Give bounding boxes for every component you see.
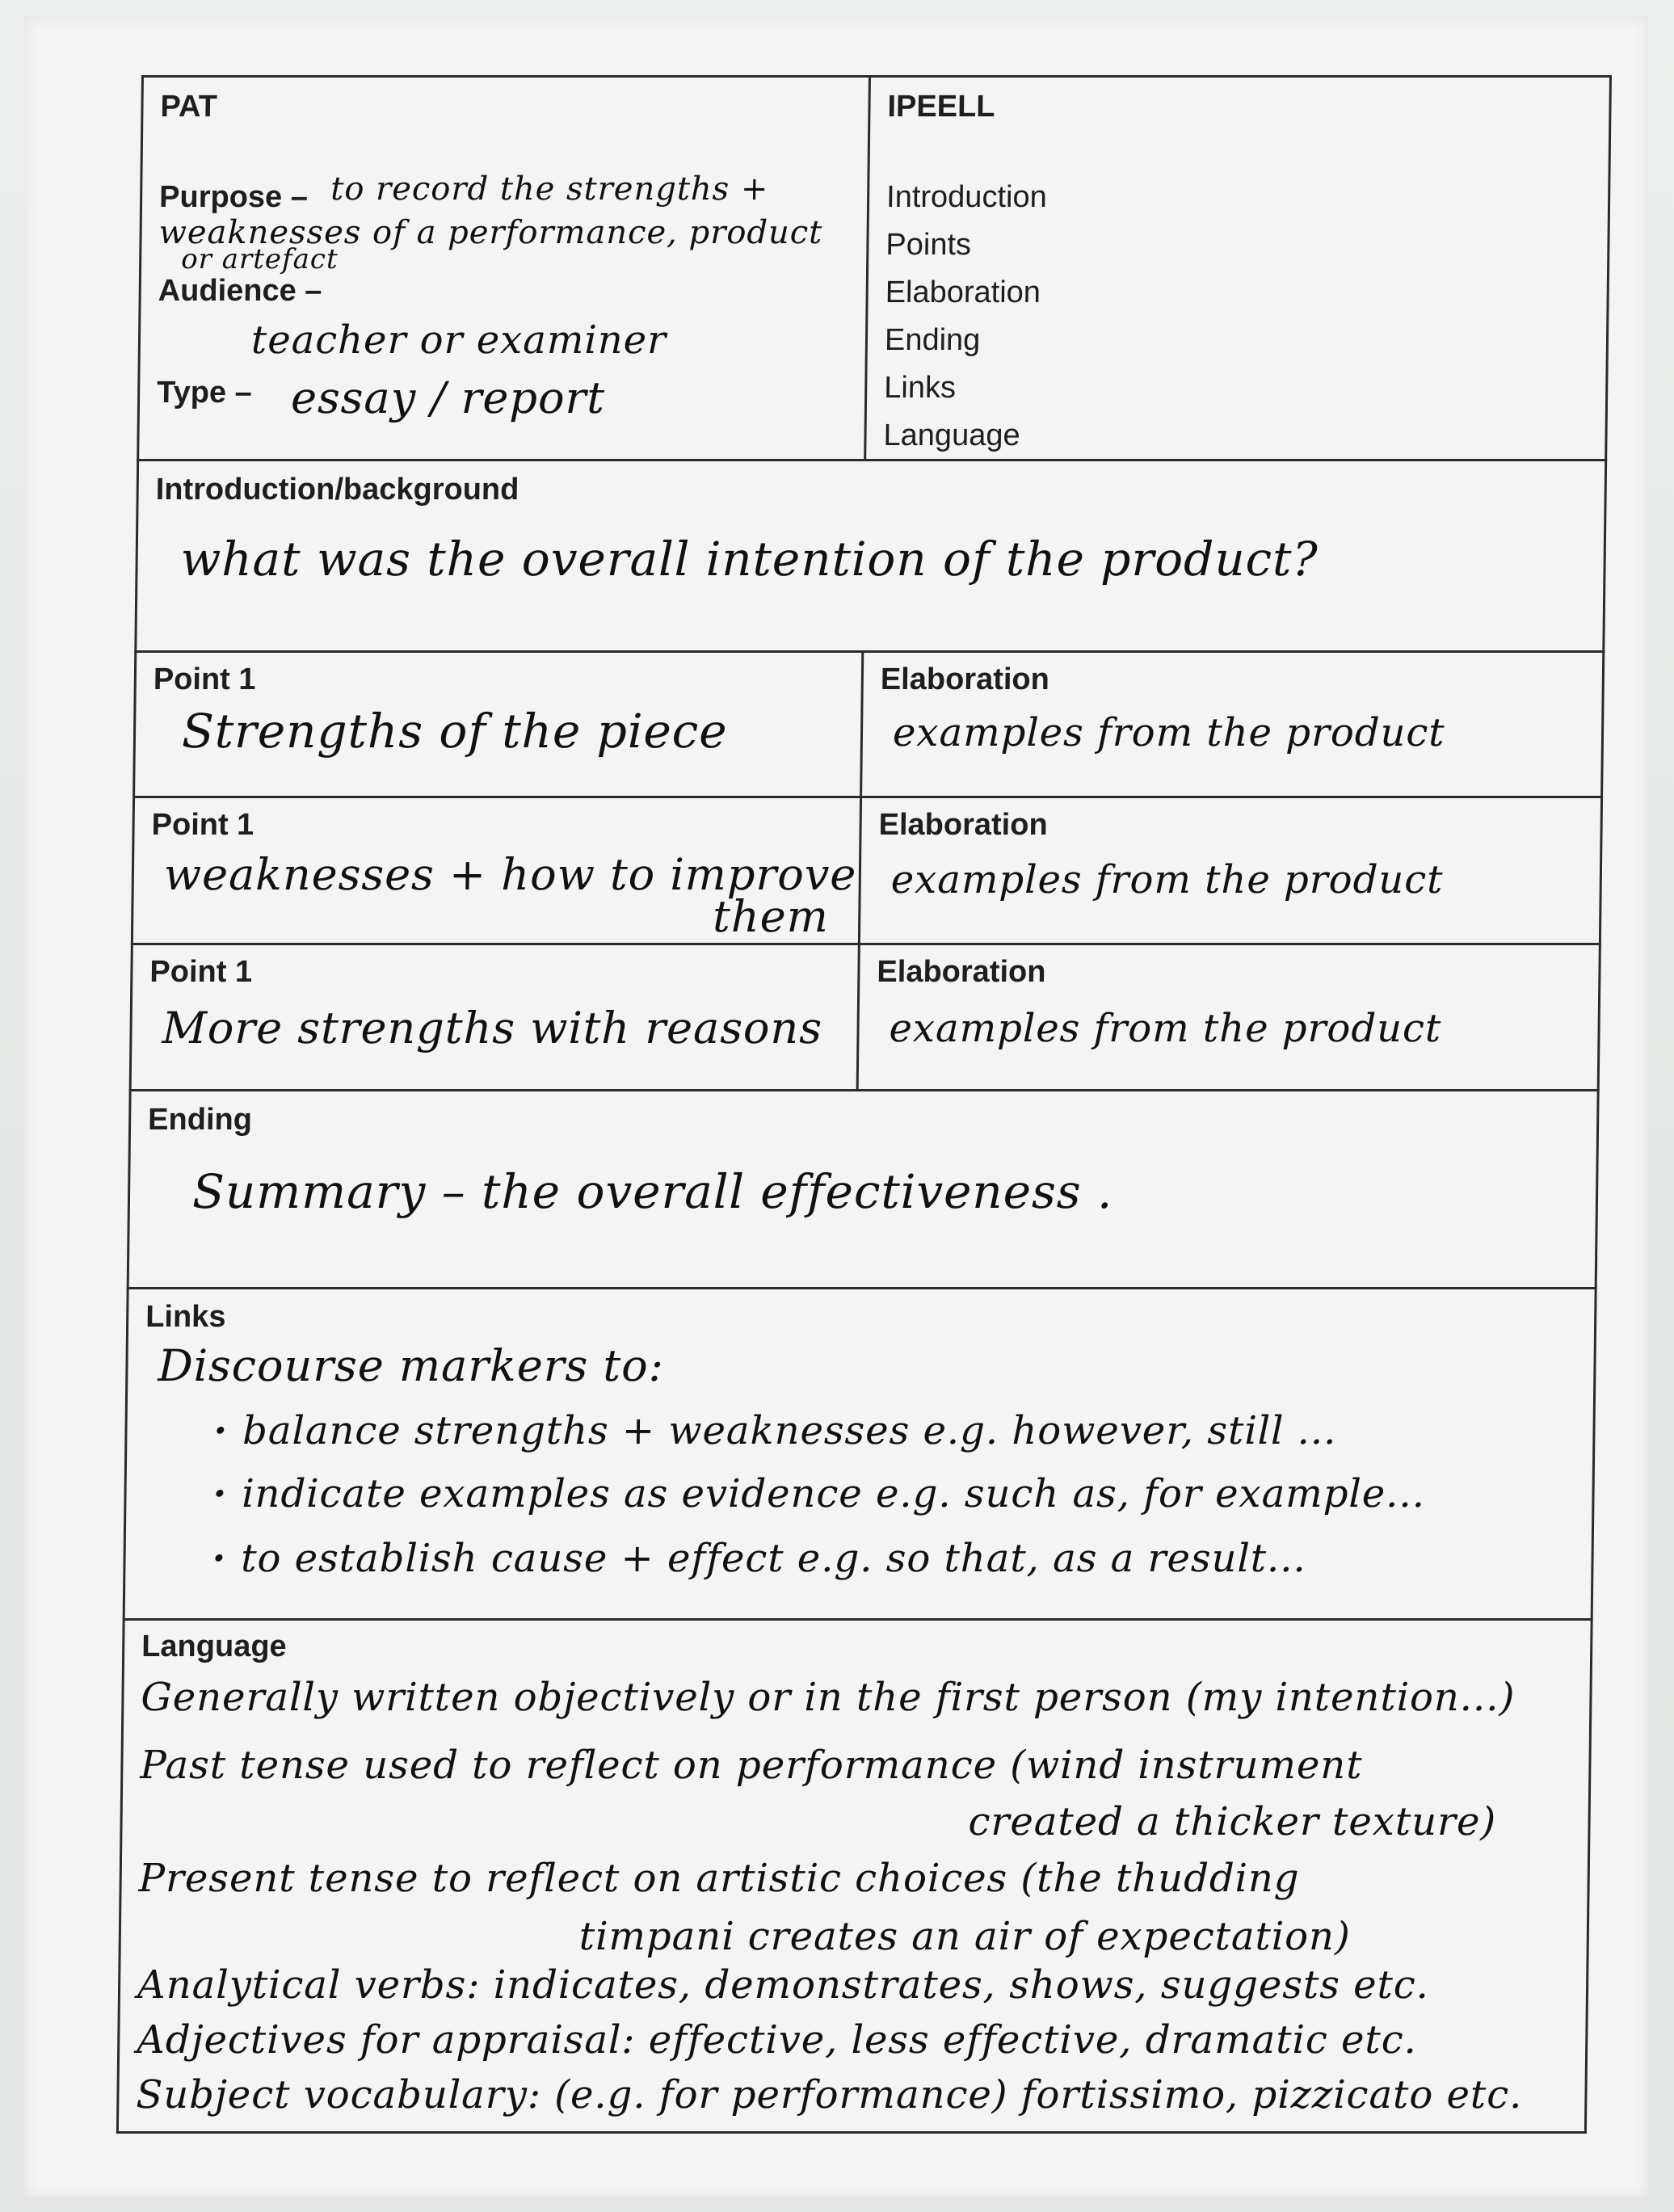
column-divider — [856, 650, 864, 1091]
introduction-text: what was the overall intention of the product? — [180, 532, 1319, 587]
ipeell-item: Points — [885, 228, 972, 262]
divider — [129, 1089, 1600, 1091]
column-divider — [864, 75, 871, 461]
audience-text: teacher or examiner — [250, 318, 667, 363]
elaboration-label: Elaboration — [877, 955, 1046, 989]
point-text: More strengths with reasons — [162, 1003, 823, 1053]
introduction-label: Introduction/background — [155, 473, 519, 507]
point-label: Point 1 — [149, 955, 253, 989]
language-line: Analytical verbs: indicates, demonstrates, shows, suggests etc. — [137, 1962, 1430, 2008]
paper-sheet — [24, 16, 1648, 2197]
audience-label: Audience – — [158, 274, 322, 308]
language-line: Past tense used to reflect on performance (wind instrument — [140, 1743, 1363, 1788]
ending-text: Summary – the overall effectiveness . — [191, 1164, 1113, 1219]
point-text: weaknesses + how to improve — [163, 849, 857, 900]
ipeell-heading: IPEELL — [887, 90, 995, 124]
point-label: Point 1 — [151, 808, 254, 842]
purpose-text: weaknesses of a performance, product — [158, 214, 823, 251]
language-line: created a thicker texture) — [968, 1799, 1497, 1844]
ending-label: Ending — [147, 1103, 253, 1137]
links-bullet: · indicate examples as evidence e.g. such as, for example... — [212, 1471, 1425, 1516]
pat-heading: PAT — [160, 90, 218, 124]
ipeell-item: Language — [883, 418, 1020, 452]
links-bullet: · to establish cause + effect e.g. so that, as a result... — [212, 1536, 1306, 1581]
divider — [127, 1287, 1597, 1289]
language-line: Subject vocabulary: (e.g. for performance) fortissimo, pizzicato etc. — [136, 2072, 1523, 2117]
links-bullet: · balance strengths + weaknesses e.g. however, still ... — [213, 1408, 1337, 1453]
purpose-text: or artefact — [180, 243, 339, 275]
purpose-label: Purpose – — [158, 180, 309, 214]
divider — [137, 459, 1607, 461]
type-label: Type – — [156, 376, 253, 410]
elaboration-label: Elaboration — [878, 808, 1048, 842]
language-label: Language — [141, 1630, 287, 1663]
border-top — [141, 75, 1612, 78]
elaboration-text: examples from the product — [892, 710, 1446, 755]
type-text: essay / report — [290, 372, 606, 423]
elaboration-label: Elaboration — [880, 662, 1050, 696]
elaboration-text: examples from the product — [890, 857, 1444, 902]
ipeell-item: Links — [884, 371, 957, 405]
purpose-text: to record the strengths + — [330, 170, 769, 208]
language-line: Adjectives for appraisal: effective, less effective, dramatic etc. — [136, 2017, 1418, 2063]
ipeell-item: Introduction — [885, 180, 1047, 214]
links-intro: Discourse markers to: — [158, 1340, 665, 1391]
divider — [131, 943, 1601, 945]
divider — [132, 796, 1603, 798]
language-line: Present tense to reflect on artistic choices (the thudding — [138, 1856, 1300, 1901]
divider — [134, 650, 1605, 653]
point-text-continued: them — [712, 891, 830, 942]
ipeell-item: Elaboration — [885, 275, 1041, 309]
links-label: Links — [145, 1300, 226, 1334]
elaboration-text: examples from the product — [889, 1006, 1442, 1051]
point-label: Point 1 — [153, 662, 256, 696]
language-line: Generally written objectively or in the first person (my intention...) — [141, 1675, 1516, 1720]
divider — [123, 1618, 1593, 1621]
language-line: timpani creates an air of expectation) — [578, 1914, 1352, 1959]
ipeell-item: Ending — [884, 323, 981, 357]
border-right — [1584, 75, 1612, 2134]
writing-frame-table — [116, 75, 1612, 2134]
border-bottom — [116, 2131, 1587, 2134]
border-left — [116, 75, 144, 2134]
point-text: Strengths of the piece — [181, 704, 728, 759]
